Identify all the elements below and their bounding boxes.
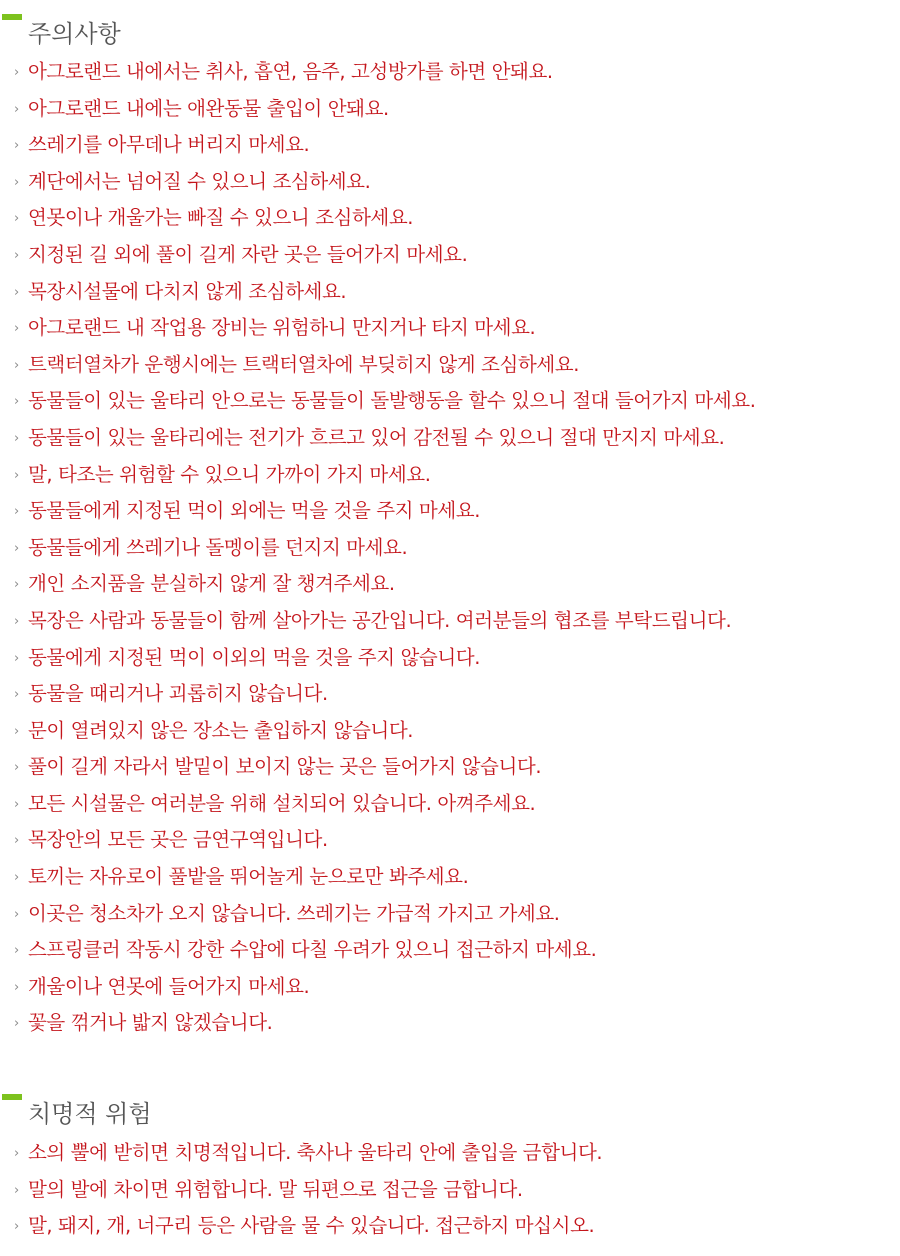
list-item-text: 스프링클러 작동시 강한 수압에 다칠 우려가 있으니 접근하지 마세요.: [28, 938, 597, 962]
list-item-text: 목장안의 모든 곳은 금연구역입니다.: [28, 828, 328, 852]
list-item: [0, 201, 900, 238]
bullet-chevron-icon: ›: [14, 1146, 20, 1161]
section-header: [0, 14, 900, 55]
list-item-text: 말, 타조는 위험할 수 있으니 가까이 가지 마세요.: [28, 462, 431, 486]
list-item: [0, 494, 900, 531]
list-item: [0, 275, 900, 312]
bullet-chevron-icon: ›: [14, 833, 20, 849]
list-item: [0, 823, 900, 860]
list-item-text: 연못이나 개울가는 빠질 수 있으니 조심하세요.: [28, 206, 414, 230]
list-item-text: 트랙터열차가 운행시에는 트랙터열차에 부딪히지 않게 조심하세요.: [28, 352, 580, 376]
list-item: [0, 970, 900, 1007]
list-item: [0, 55, 900, 92]
list-item: [0, 165, 900, 202]
list-item: [0, 604, 900, 641]
list-item: [0, 860, 900, 897]
bullet-chevron-icon: ›: [14, 138, 20, 154]
bullet-chevron-icon: ›: [14, 1182, 20, 1198]
list-item: [0, 531, 900, 568]
bullet-chevron-icon: ›: [14, 796, 20, 812]
bullet-chevron-icon: ›: [14, 504, 20, 520]
list-item: [0, 1209, 900, 1246]
list-item-text: 계단에서는 넘어질 수 있으니 조심하세요.: [28, 169, 371, 193]
bullet-chevron-icon: ›: [14, 211, 20, 227]
list-item-text: 아그로랜드 내에서는 취사, 흡연, 음주, 고성방가를 하면 안돼요.: [28, 60, 553, 83]
bullet-chevron-icon: ›: [14, 906, 20, 922]
list-item-text: 지정된 길 외에 풀이 길게 자란 곳은 들어가지 마세요.: [28, 242, 468, 266]
precautions-list: [0, 55, 900, 1043]
bullet-chevron-icon: ›: [14, 687, 20, 703]
list-item-text: 목장시설물에 다치지 않게 조심하세요.: [28, 279, 347, 303]
bullet-chevron-icon: ›: [14, 723, 20, 739]
list-item: [0, 750, 900, 787]
section-fatal-danger: [0, 1094, 900, 1246]
bullet-chevron-icon: ›: [14, 394, 20, 410]
list-item: [0, 897, 900, 934]
bullet-chevron-icon: ›: [14, 577, 20, 593]
list-item: [0, 1136, 900, 1173]
list-item-text: 이곳은 청소차가 오지 않습니다. 쓰레기는 가급적 가지고 가세요.: [28, 901, 560, 925]
list-item-text: 동물을 때리거나 괴롭히지 않습니다.: [28, 682, 328, 706]
list-item: [0, 1173, 900, 1210]
list-item-text: 개울이나 연못에 들어가지 마세요.: [28, 974, 310, 998]
bullet-chevron-icon: ›: [14, 760, 20, 776]
bullet-chevron-icon: ›: [14, 65, 20, 80]
list-item: [0, 348, 900, 385]
bullet-chevron-icon: ›: [14, 870, 20, 886]
bullet-chevron-icon: ›: [14, 650, 20, 666]
section-header: [0, 1094, 900, 1136]
bullet-chevron-icon: ›: [14, 174, 20, 190]
bullet-chevron-icon: ›: [14, 357, 20, 373]
list-item: [0, 714, 900, 751]
list-item: [0, 458, 900, 495]
bullet-chevron-icon: ›: [14, 430, 20, 446]
section-title: 주의사항: [28, 20, 121, 48]
bullet-chevron-icon: ›: [14, 943, 20, 959]
list-item-text: 동물들이 있는 울타리에는 전기가 흐르고 있어 감전될 수 있으니 절대 만지지 마세요.: [28, 425, 725, 449]
list-item-text: 쓰레기를 아무데나 버리지 마세요.: [28, 133, 310, 157]
heading-accent-bar: [2, 1094, 22, 1100]
bullet-chevron-icon: ›: [14, 247, 20, 263]
bullet-chevron-icon: ›: [14, 101, 20, 117]
list-item-text: 개인 소지품을 분실하지 않게 잘 챙겨주세요.: [28, 572, 395, 596]
list-item: [0, 238, 900, 275]
bullet-chevron-icon: ›: [14, 1219, 20, 1234]
list-item-text: 꽃을 꺾거나 밟지 않겠습니다.: [28, 1011, 273, 1035]
list-item: [0, 787, 900, 824]
list-item-text: 풀이 길게 자라서 발밑이 보이지 않는 곳은 들어가지 않습니다.: [28, 755, 542, 779]
bullet-chevron-icon: ›: [14, 467, 20, 483]
list-item-text: 문이 열려있지 않은 장소는 출입하지 않습니다.: [28, 718, 414, 742]
bullet-chevron-icon: ›: [14, 540, 20, 556]
list-item-text: 아그로랜드 내 작업용 장비는 위험하니 만지거나 타지 마세요.: [28, 316, 536, 340]
heading-accent-bar: [2, 14, 22, 20]
list-item: [0, 933, 900, 970]
list-item-text: 동물들에게 쓰레기나 돌멩이를 던지지 마세요.: [28, 535, 408, 559]
list-item: [0, 567, 900, 604]
list-item: [0, 311, 900, 348]
list-item-text: 말, 돼지, 개, 너구리 등은 사람을 물 수 있습니다. 접근하지 마십시오.: [28, 1214, 595, 1237]
fatal-danger-list: [0, 1136, 900, 1246]
list-item-text: 모든 시설물은 여러분을 위해 설치되어 있습니다. 아껴주세요.: [28, 791, 536, 815]
list-item: [0, 384, 900, 421]
list-item-text: 동물들이 있는 울타리 안으로는 동물들이 돌발행동을 할수 있으니 절대 들어가지 마세요.: [28, 389, 756, 413]
list-item-text: 소의 뿔에 받히면 치명적입니다. 축사나 울타리 안에 출입을 금합니다.: [28, 1141, 603, 1164]
bullet-chevron-icon: ›: [14, 979, 20, 995]
list-item-text: 토끼는 자유로이 풀밭을 뛰어놀게 눈으로만 봐주세요.: [28, 865, 469, 889]
list-item: [0, 421, 900, 458]
list-item-text: 아그로랜드 내에는 애완동물 출입이 안돼요.: [28, 96, 389, 120]
list-item: [0, 641, 900, 678]
list-item: [0, 128, 900, 165]
list-item-text: 동물에게 지정된 먹이 이외의 먹을 것을 주지 않습니다.: [28, 645, 481, 669]
bullet-chevron-icon: ›: [14, 284, 20, 300]
section-precautions: [0, 14, 900, 1043]
bullet-chevron-icon: ›: [14, 1016, 20, 1032]
list-item: [0, 1006, 900, 1043]
list-item-text: 동물들에게 지정된 먹이 외에는 먹을 것을 주지 마세요.: [28, 499, 481, 523]
list-item: [0, 92, 900, 129]
bullet-chevron-icon: ›: [14, 321, 20, 337]
section-title: 치명적 위험: [28, 1100, 152, 1128]
list-item: [0, 677, 900, 714]
list-item-text: 말의 발에 차이면 위험합니다. 말 뒤편으로 접근을 금합니다.: [28, 1177, 523, 1201]
bullet-chevron-icon: ›: [14, 613, 20, 629]
list-item-text: 목장은 사람과 동물들이 함께 살아가는 공간입니다. 여러분들의 협조를 부탁드립니다.: [28, 608, 732, 632]
